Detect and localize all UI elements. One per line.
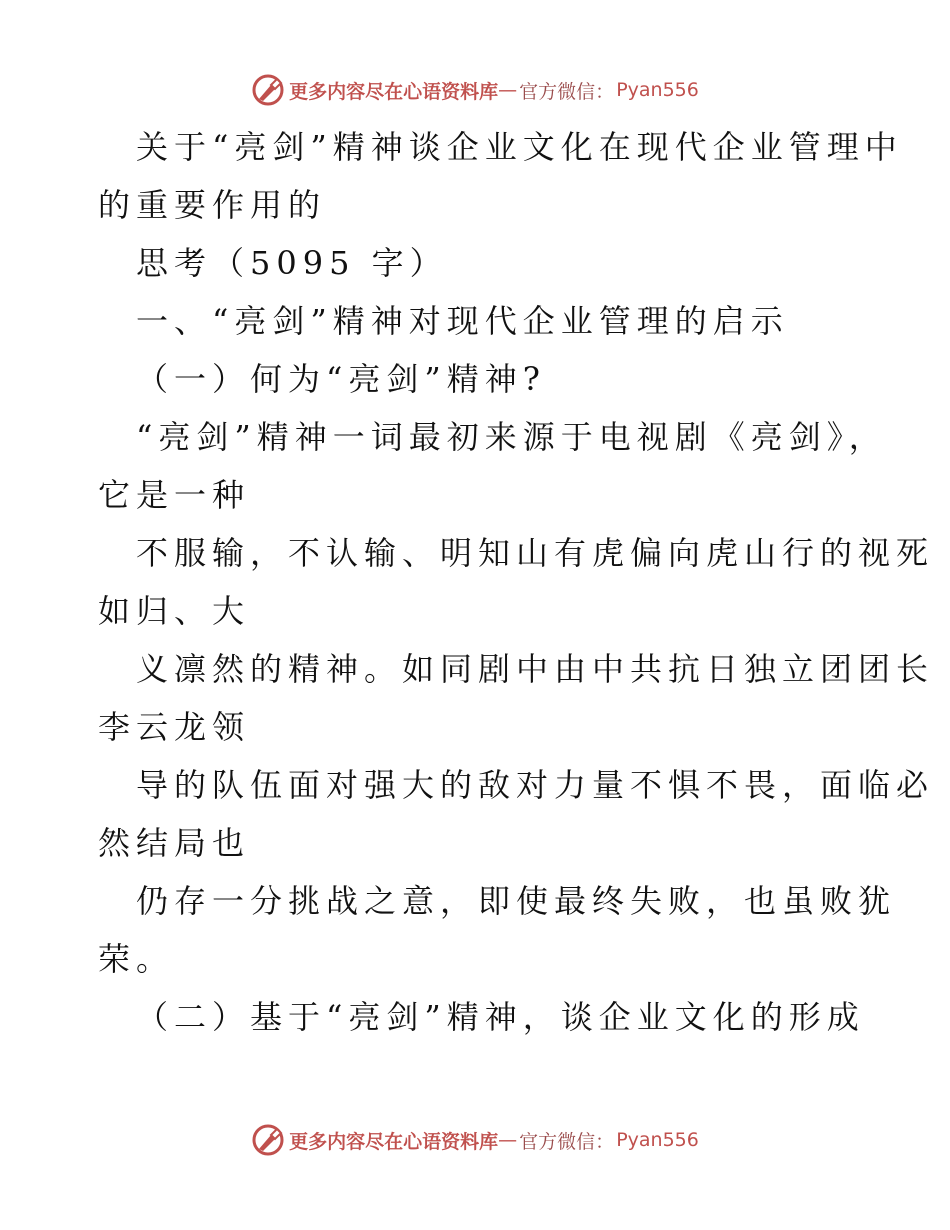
paragraph-line: 导的队伍面对强大的敌对力量不惧不畏，面临必 <box>136 766 935 804</box>
paragraph-line: 如归、大 <box>98 592 251 630</box>
banner-official-label: 官方微信： <box>519 1130 615 1153</box>
paragraph-line: 荣。 <box>98 940 175 978</box>
title-line-2: 的重要作用的 <box>98 186 327 224</box>
header-watermark-banner <box>0 70 950 110</box>
title-line-3: 思考（5095 字） <box>136 244 448 282</box>
pen-nib-logo-icon <box>251 1123 285 1157</box>
banner-dash: — <box>498 1129 518 1151</box>
paragraph-line: 义凛然的精神。如同剧中由中共抗日独立团团长 <box>136 650 935 688</box>
banner-official-label: 官方微信： <box>519 80 615 103</box>
banner-wechat-id: Pyan556 <box>616 1129 699 1151</box>
banner-dash: — <box>498 79 518 101</box>
paragraph-line: 仍存一分挑战之意，即使最终失败，也虽败犹 <box>136 882 897 920</box>
subsection-heading-2: （二）基于“亮剑”精神，谈企业文化的形成 <box>136 998 865 1036</box>
paragraph-line: 李云龙领 <box>98 708 251 746</box>
document-body <box>98 118 935 1046</box>
section-heading-1: 一、“亮剑”精神对现代企业管理的启示 <box>136 302 789 340</box>
paragraph-line: 它是一种 <box>98 476 251 514</box>
banner-wechat-id: Pyan556 <box>616 79 699 101</box>
footer-watermark-banner <box>0 1120 950 1160</box>
banner-site-name: 更多内容尽在心语资料库 <box>289 80 499 103</box>
subsection-heading-1: （一）何为“亮剑”精神? <box>136 360 546 398</box>
paragraph-line: “亮剑”精神一词最初来源于电视剧《亮剑》， <box>136 418 887 456</box>
pen-nib-logo-icon <box>251 73 285 107</box>
paragraph-line: 不服输，不认输、明知山有虎偏向虎山行的视死 <box>136 534 935 572</box>
title-line-1: 关于“亮剑”精神谈企业文化在现代企业管理中 <box>136 128 903 166</box>
banner-site-name: 更多内容尽在心语资料库 <box>289 1130 499 1153</box>
paragraph-line: 然结局也 <box>98 824 251 862</box>
